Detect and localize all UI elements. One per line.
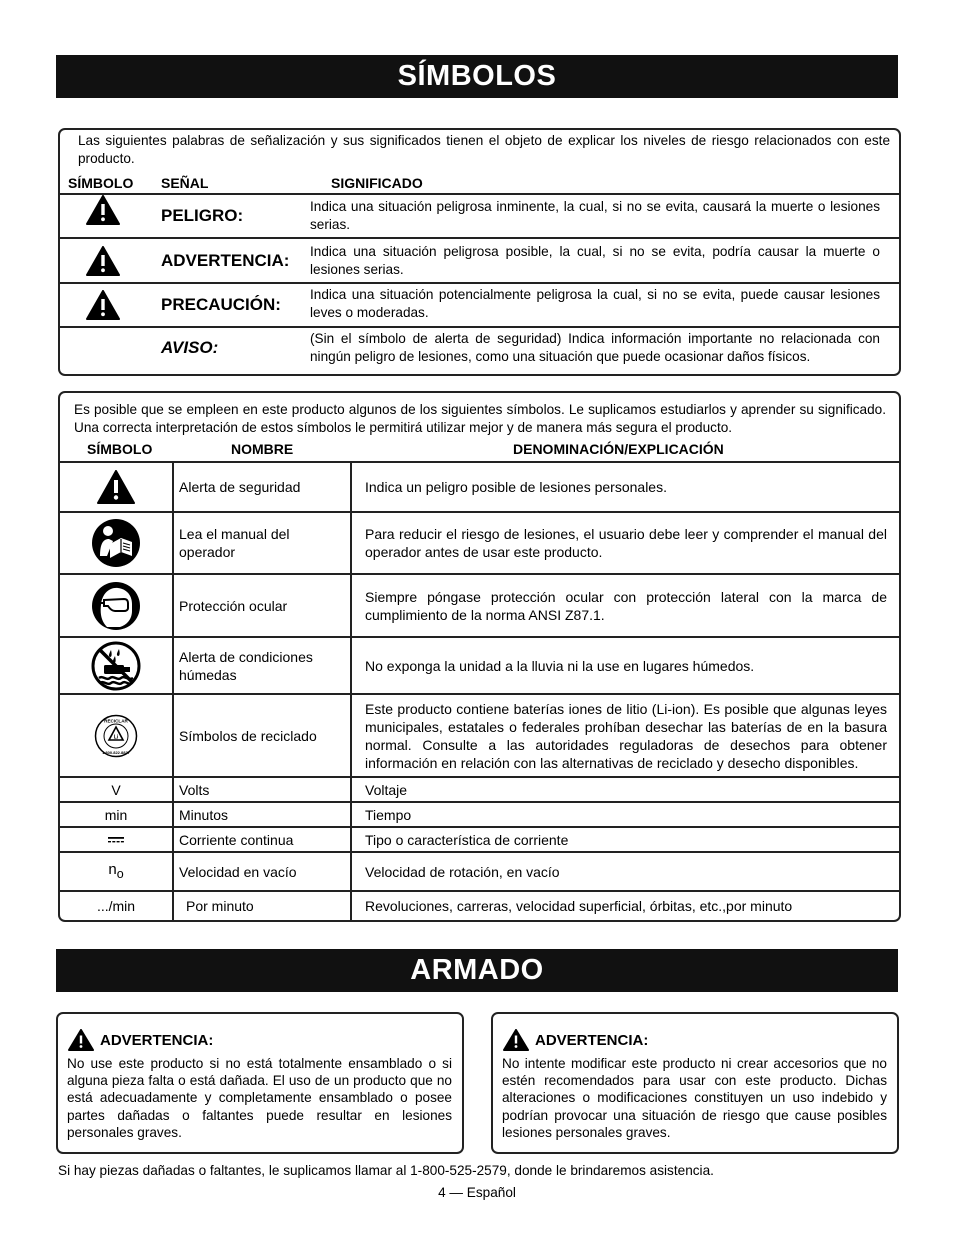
symbol-name: Corriente continua [179, 832, 294, 848]
symbols-header-symbol: SÍMBOLO [87, 441, 153, 457]
warning-heading [503, 1029, 648, 1051]
table-row [60, 461, 899, 511]
symbol-cell: .../min [96, 898, 136, 914]
signal-row [60, 193, 899, 237]
signal-meaning: Indica una situación potencialmente peligrosa la cual, si no se evita, puede causar lesiones leves o moderadas. [310, 287, 880, 320]
signal-row [60, 326, 899, 374]
symbol-name: Protección ocular [179, 597, 288, 614]
warning-triangle-icon [503, 1029, 529, 1051]
signal-table-intro: Las siguientes palabras de señalización y sus significados tienen el objeto de explicar los niveles de riesgo relacionados con este producto. [78, 133, 890, 166]
warning-heading-text: ADVERTENCIA: [535, 1031, 649, 1049]
signal-row [60, 282, 899, 326]
signal-row [60, 237, 899, 281]
subscript: o [116, 867, 124, 881]
symbol-name: Símbolos de reciclado [179, 727, 317, 744]
symbol-cell [60, 853, 172, 891]
symbol-explanation: Este producto contiene baterías iones de litio (Li-ion). Es posible que algunas leyes municipales, estatales o federales prohíban desechar las baterías de en la basura normal. Consulte a las autoridades reguladoras de desechos para obtener información en relación con las alternativas de reciclado y desecho disponibles. [365, 700, 887, 771]
symbol-cell [60, 463, 172, 511]
signal-header-symbol: SÍMBOLO [68, 175, 134, 191]
help-text: Si hay piezas dañadas o faltantes, le suplicamos llamar al 1-800-525-2579, donde le brindaremos asistencia. [58, 1163, 714, 1178]
symbol-explanation: Tipo o característica de corriente [365, 832, 569, 848]
symbol-name: Alerta de seguridad [179, 479, 301, 495]
signal-meaning: Indica una situación peligrosa posible, la cual, si no se evita, podría causar la muerte o lesiones serias. [310, 244, 880, 277]
safety-alert-icon [97, 470, 135, 504]
warning-heading-text: ADVERTENCIA: [100, 1031, 214, 1049]
table-row [60, 573, 899, 636]
signal-word: PRECAUCIÓN: [161, 295, 281, 314]
symbols-header-name: NOMBRE [231, 441, 294, 457]
warning-text: No use este producto si no está totalmente ensamblado o si alguna pieza falta o está dañada. El uso de un producto que no está adecuadamente y completamente ensamblado o posee partes dañadas o faltantes puede resultar en lesiones personales graves. [67, 1056, 452, 1140]
table-row [60, 636, 899, 693]
svg-text:Li: Li [113, 734, 119, 740]
recycling-seal-icon [94, 714, 138, 758]
symbol-explanation: No exponga la unidad a la lluvia ni la use en lugares húmedos. [365, 657, 755, 674]
warning-box [491, 1012, 899, 1154]
symbol-cell [60, 575, 172, 636]
warning-triangle-icon [86, 290, 120, 320]
symbol-explanation: Revoluciones, carreras, velocidad superficial, órbitas, etc.,por minuto [365, 898, 793, 914]
symbol-explanation: Velocidad de rotación, en vacío [365, 864, 560, 880]
table-row [60, 693, 899, 776]
symbol-cell [60, 695, 172, 776]
svg-text:RECICLAR: RECICLAR [104, 718, 128, 723]
symbol-explanation: Tiempo [365, 807, 412, 823]
warning-box [56, 1012, 464, 1154]
symbol-name: Volts [179, 782, 210, 798]
symbol-name: Por minuto [186, 898, 254, 914]
symbol-cell [60, 828, 172, 852]
warning-text: No intente modificar este producto ni crear accesorios que no estén recomendados para usar con este producto. Dichas alteraciones o modificaciones constituyen un uso indebido y podrían provocar una situación de riesgo que cause posibles lesiones personales graves. [502, 1056, 887, 1140]
table-row [60, 776, 899, 802]
page-number: 4 — Español [438, 1185, 516, 1200]
table-row [60, 801, 899, 827]
read-manual-icon [91, 518, 141, 568]
svg-text:1.800.822.8837: 1.800.822.8837 [102, 749, 130, 755]
symbol-cell [60, 513, 172, 573]
symbol-name: Velocidad en vacío [179, 864, 297, 880]
symbol-name: Minutos [179, 807, 229, 823]
direct-current-icon [108, 836, 124, 844]
table-row [60, 826, 899, 852]
assembly-section-title: ARMADO [56, 949, 898, 992]
symbol-explanation: Voltaje [365, 782, 408, 798]
warning-triangle-icon [86, 246, 120, 276]
symbol-name: Lea el manual del operador [179, 526, 290, 560]
signal-meaning: (Sin el símbolo de alerta de seguridad) Indica información importante no relacionada con ningún peligro de lesiones, como una situación que puede ocasionar daños físicos. [310, 331, 880, 364]
signal-header-meaning: SIGNIFICADO [331, 175, 423, 191]
no-load-speed-symbol: $n_o$ [108, 861, 124, 881]
eye-protection-icon [91, 581, 141, 631]
table-row [60, 890, 899, 920]
signal-words-table [58, 128, 901, 376]
signal-header-signal: SEÑAL [161, 175, 209, 191]
table-row [60, 511, 899, 573]
symbol-explanation: Siempre póngase protección ocular con protección lateral con la marca de cumplimiento de la norma ANSI Z87.1. [365, 588, 887, 623]
symbol-cell: V [111, 782, 121, 798]
signal-word: ADVERTENCIA: [161, 251, 290, 270]
symbols-section-title: SÍMBOLOS [56, 55, 898, 98]
symbol-explanation: Indica un peligro posible de lesiones personales. [365, 479, 667, 495]
symbols-table [58, 391, 901, 922]
warning-heading [68, 1029, 213, 1051]
symbol-name: Alerta de condiciones húmedas [179, 648, 313, 683]
symbols-table-intro: Es posible que se empleen en este producto algunos de los siguientes símbolos. Le suplicamos estudiarlos y aprender su significado. Una correcta interpretación de estos símbolos le permitirá utilizar mejor y de manera más segura el producto. [74, 402, 886, 435]
signal-meaning: Indica una situación peligrosa inminente, la cual, si no se evita, causará la muerte o lesiones serias. [310, 199, 880, 232]
symbol-cell [60, 638, 172, 693]
wet-conditions-icon [91, 641, 141, 691]
warning-triangle-icon [86, 195, 120, 225]
symbol-explanation: Para reducir el riesgo de lesiones, el usuario debe leer y comprender el manual del operador antes de usar este producto. [365, 526, 887, 560]
signal-word: AVISO: [161, 338, 219, 357]
symbols-header-explanation: DENOMINACIÓN/EXPLICACIÓN [513, 441, 724, 457]
signal-word: PELIGRO: [161, 206, 244, 225]
table-row [60, 851, 899, 891]
warning-triangle-icon [68, 1029, 94, 1051]
symbol-cell: min [104, 807, 128, 823]
